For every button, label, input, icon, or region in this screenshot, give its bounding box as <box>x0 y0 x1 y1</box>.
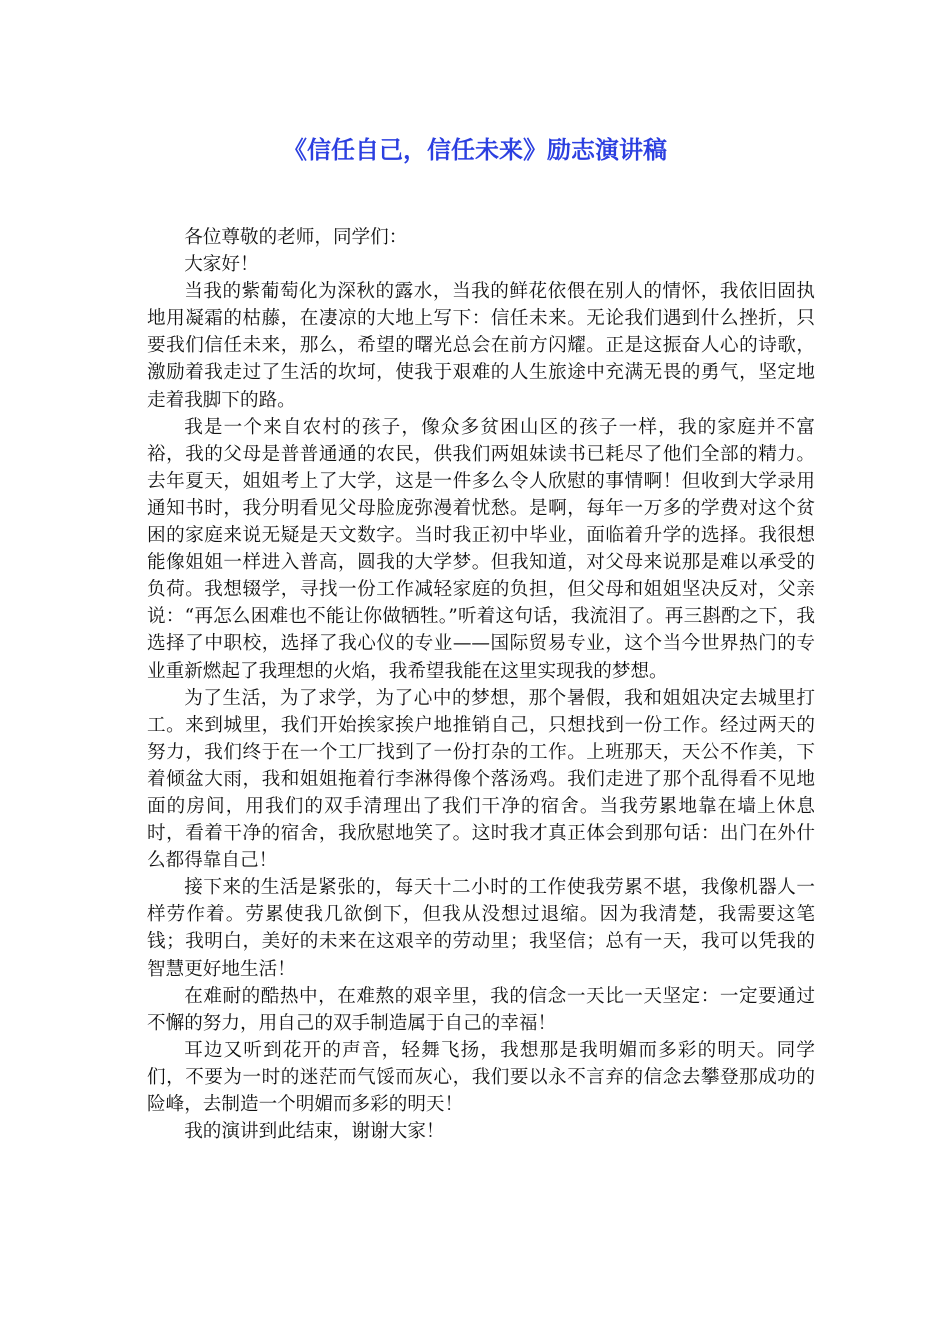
document-body <box>147 224 815 1145</box>
document-title: 《信任自己，信任未来》励志演讲稿 <box>283 136 667 164</box>
body-paragraph: 接下来的生活是紧张的，每天十二小时的工作使我劳累不堪，我像机器人一样劳作着。劳累使我几欲倒下，但我从没想过退缩。因为我清楚，我需要这笔钱；我明白，美好的未来在这艰辛的劳动里；我坚信；总有一天，我可以凭我的智慧更好地生活！ <box>147 877 815 980</box>
body-paragraph: 我是一个来自农村的孩子，像众多贫困山区的孩子一样，我的家庭并不富裕，我的父母是普普通通的农民，供我们两姐妹读书已耗尽了他们全部的精力。去年夏天，姐姐考上了大学，这是一件多么令人欣慰的事情啊！但收到大学录用通知书时，我分明看见父母脸庞弥漫着忧愁。是啊，每年一万多的学费对这个贫困的家庭来说无疑是天文数字。当时我正初中毕业，面临着升学的选择。我很想能像姐姐一样进入普高，圆我的大学梦。但我知道，对父母来说那是难以承受的负荷。我想辍学，寻找一份工作减轻家庭的负担，但父母和姐姐坚决反对，父亲说：“再怎么困难也不能让你做牺牲。”听着这句话，我流泪了。再三斟酌之下，我选择了中职校，选择了我心仪的专业——国际贸易专业，这个当今世界热门的专业重新燃起了我理想的火焰，我希望我能在这里实现我的梦想。 <box>147 416 815 682</box>
body-paragraph: 当我的紫葡萄化为深秋的露水，当我的鲜花依偎在别人的情怀，我依旧固执地用凝霜的枯藤，在凄凉的大地上写下：信任未来。无论我们遇到什么挫折，只要我们信任未来，那么，希望的曙光总会在前方闪耀。正是这振奋人心的诗歌，激励着我走过了生活的坎坷，使我于艰难的人生旅途中充满无畏的勇气，坚定地走着我脚下的路。 <box>147 281 815 411</box>
body-paragraph: 在难耐的酷热中，在难熬的艰辛里，我的信念一天比一天坚定：一定要通过不懈的努力，用自己的双手制造属于自己的幸福！ <box>147 985 815 1034</box>
body-paragraph: 为了生活，为了求学，为了心中的梦想，那个暑假，我和姐姐决定去城里打工。来到城里，我们开始挨家挨户地推销自己，只想找到一份工作。经过两天的努力，我们终于在一个工厂找到了一份打杂的工作。上班那天，天公不作美，下着倾盆大雨，我和姐姐拖着行李淋得像个落汤鸡。我们走进了那个乱得看不见地面的房间，用我们的双手清理出了我们干净的宿舍。当我劳累地靠在墙上休息时，看着干净的宿舍，我欣慰地笑了。这时我才真正体会到那句话：出门在外什么都得靠自己！ <box>147 687 815 872</box>
closing-paragraph: 我的演讲到此结束，谢谢大家！ <box>184 1121 445 1143</box>
salutation-paragraph: 各位尊敬的老师，同学们： <box>184 227 408 248</box>
greeting-paragraph: 大家好！ <box>184 254 259 276</box>
body-paragraph: 耳边又听到花开的声音，轻舞飞扬，我想那是我明媚而多彩的明天。同学们，不要为一时的迷茫而气馁而灰心，我们要以永不言弃的信念去攀登那成功的险峰，去制造一个明媚而多彩的明天！ <box>147 1039 815 1115</box>
